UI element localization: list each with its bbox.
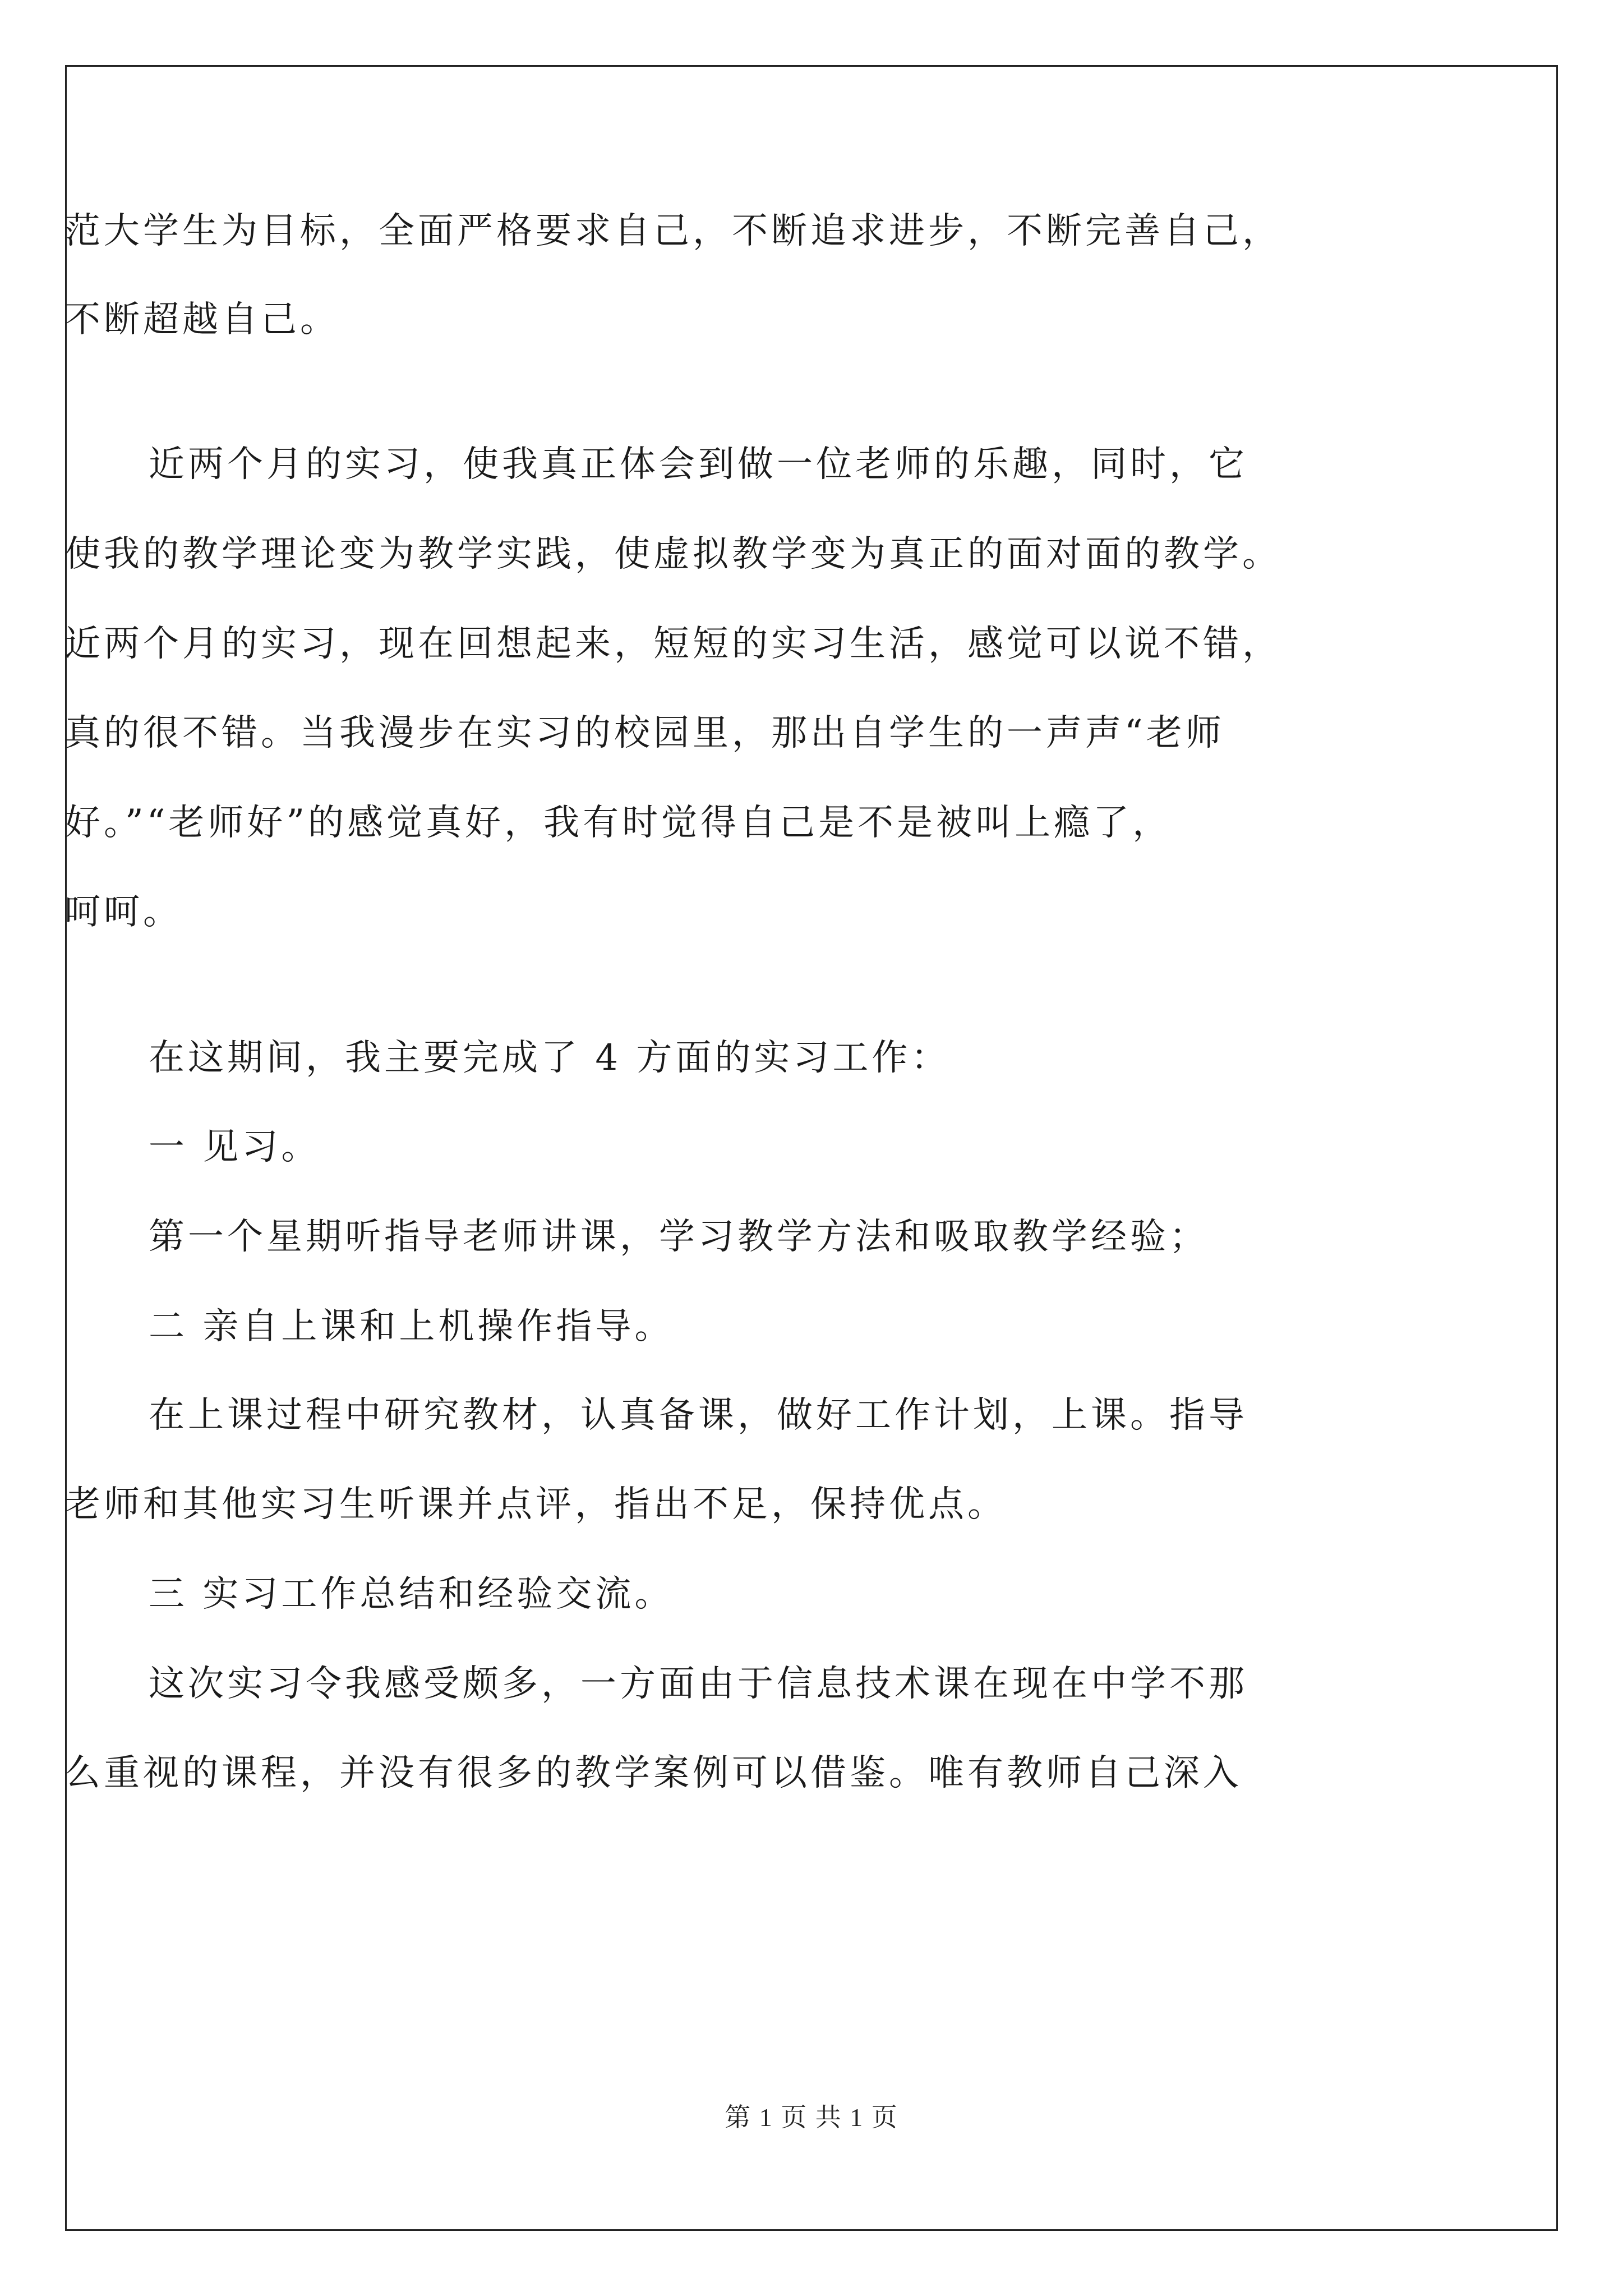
text-line: 近两个月的实习，使我真正体会到做一位老师的乐趣，同时，它 (149, 444, 1248, 485)
text-line: 范大学生为目标，全面严格要求自己，不断追求进步，不断完善自己， (64, 210, 1281, 252)
text-line: 老师和其他实习生听课并点评，指出不足，保持优点。 (64, 1484, 1007, 1525)
text-line: 在这期间，我主要完成了 4 方面的实习工作： (149, 1037, 951, 1079)
text-line: 好。”“老师好”的感觉真好，我有时觉得自己是不是被叫上瘾了， (64, 802, 1172, 844)
section-heading: 三 实习工作总结和经验交流。 (149, 1573, 674, 1615)
text-line: 这次实习令我感受颇多，一方面由于信息技术课在现在中学不那 (149, 1663, 1248, 1705)
text-line: 使我的教学理论变为教学实践，使虚拟教学变为真正的面对面的教学。 (64, 533, 1281, 575)
text-line: 真的很不错。当我漫步在实习的校园里，那出自学生的一声声“老师 (64, 712, 1225, 754)
text-line: 不断超越自己。 (64, 299, 339, 341)
text-line: 在上课过程中研究教材，认真备课，做好工作计划，上课。指导 (149, 1395, 1248, 1436)
text-line: 么重视的课程，并没有很多的教学案例可以借鉴。唯有教师自己深入 (64, 1752, 1242, 1794)
section-heading: 二 亲自上课和上机操作指导。 (149, 1306, 674, 1347)
text-line: 呵呵。 (64, 891, 182, 933)
text-line: 近两个月的实习，现在回想起来，短短的实习生活，感觉可以说不错， (64, 623, 1281, 665)
section-heading: 一 见习。 (149, 1126, 321, 1168)
text-line: 第一个星期听指导老师讲课，学习教学方法和吸取教学经验； (149, 1216, 1209, 1258)
page-number-footer: 第 1 页 共 1 页 (725, 2103, 898, 2132)
